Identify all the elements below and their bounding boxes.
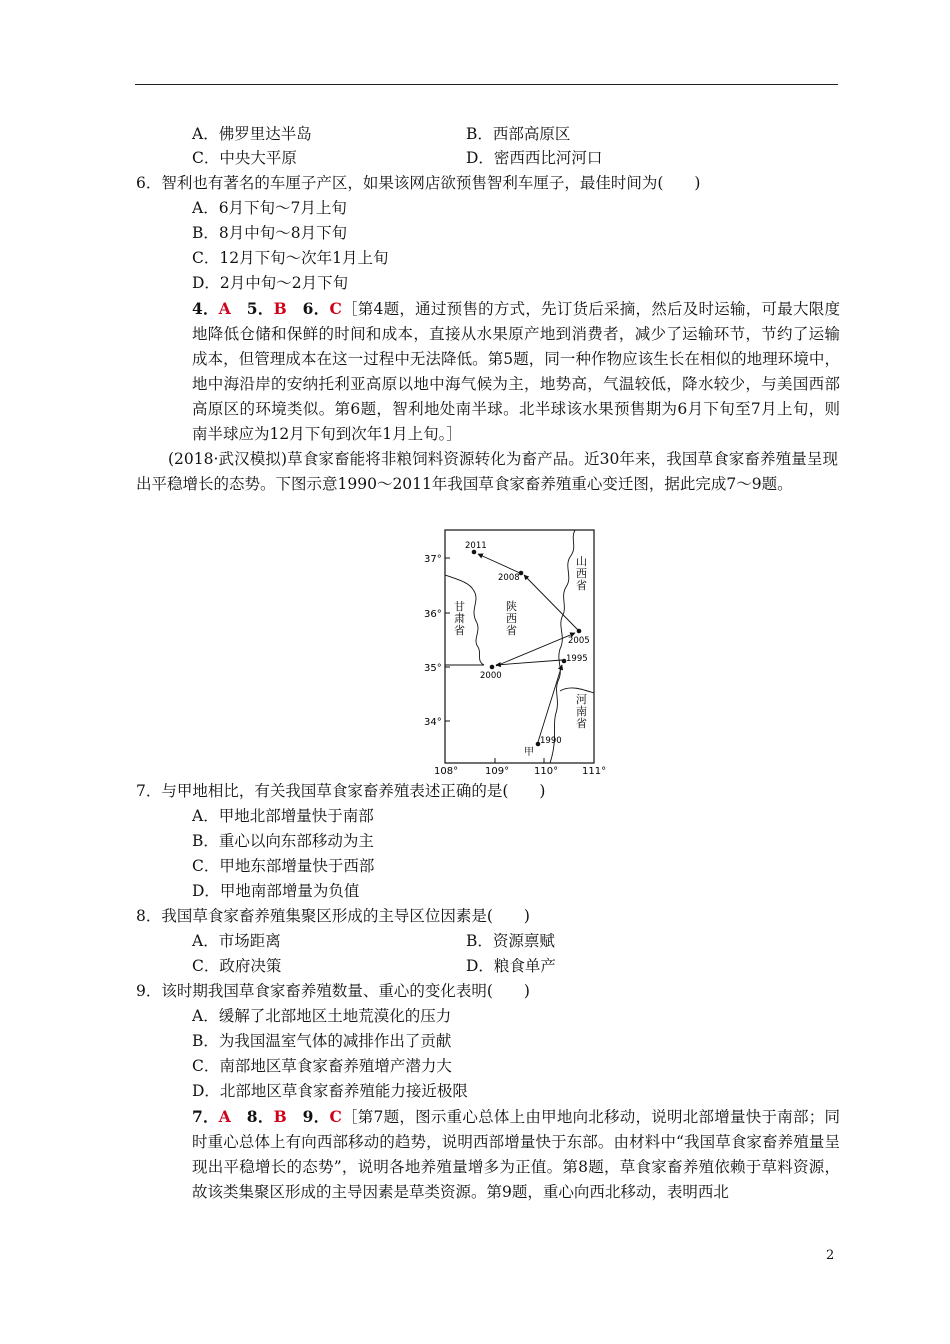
q7-stem: 7．与甲地相比，有关我国草食家畜养殖表述正确的是( ): [136, 782, 546, 800]
gansu-label-3: 省: [454, 624, 465, 637]
lon-label-109: 109°: [485, 766, 510, 775]
answer-9-letter: C: [329, 1107, 342, 1126]
q6-option-d: D．2月中旬～2月下旬: [192, 274, 349, 292]
q8-option-c: C．政府决策: [192, 957, 282, 975]
q9-option-d: D．北部地区草食家畜养殖能力接近极限: [192, 1082, 468, 1100]
q9-option-b: B．为我国温室气体的减排作出了贡献: [192, 1032, 452, 1050]
label-2008: 2008: [498, 573, 520, 583]
answer-4-6: [192, 296, 840, 447]
answer-7-9: [192, 1104, 840, 1205]
answer-4-letter: A: [218, 299, 231, 318]
q5-option-b: B．西部高原区: [466, 125, 571, 143]
q7-option-d: D．甲地南部增量为负值: [192, 882, 360, 900]
answer-6-num: 6．: [286, 299, 330, 318]
q7-option-c: C．甲地东部增量快于西部: [192, 857, 375, 875]
label-1990: 1990: [540, 736, 562, 746]
center-of-gravity-map: [410, 525, 620, 775]
henan-label-1: 河: [576, 693, 587, 706]
shaanxi-label-2: 西: [506, 612, 517, 625]
q9-stem: 9．该时期我国草食家畜养殖数量、重心的变化表明( ): [136, 982, 530, 1000]
henan-label-3: 省: [576, 717, 587, 730]
shanxi-label-3: 省: [576, 579, 587, 592]
shaanxi-label-1: 陕: [506, 600, 517, 613]
gansu-label-2: 肃: [454, 612, 465, 625]
lat-label-36: 36°: [424, 609, 442, 620]
henan-label-2: 南: [576, 705, 587, 718]
q5-option-d: D．密西西比河河口: [466, 149, 603, 167]
q6-option-a: A．6月下旬～7月上旬: [192, 199, 347, 217]
q6-option-c: C．12月下旬～次年1月上旬: [192, 249, 389, 267]
q6-stem: 6．智利也有著名的车厘子产区，如果该网店欲预售智利车厘子，最佳时间为( ): [136, 174, 701, 192]
q5-option-c: C．中央大平原: [192, 149, 297, 167]
q5-option-a: A．佛罗里达半岛: [192, 125, 312, 143]
lon-label-110: 110°: [534, 766, 559, 775]
shanxi-label-2: 西: [576, 567, 587, 580]
label-2000: 2000: [480, 671, 502, 681]
header-rule: [135, 84, 838, 85]
lat-label-35: 35°: [424, 663, 442, 674]
label-1995: 1995: [566, 654, 588, 664]
gansu-label-1: 甘: [454, 600, 465, 613]
q8-stem: 8．我国草食家畜养殖集聚区形成的主导区位因素是( ): [136, 907, 530, 925]
label-2005: 2005: [568, 636, 590, 646]
lat-label-37: 37°: [424, 554, 442, 565]
point-2000: [490, 665, 495, 670]
lat-label-34: 34°: [424, 717, 442, 728]
lon-label-111: 111°: [582, 766, 607, 775]
map-frame: [445, 530, 594, 763]
answer-7-letter: A: [218, 1107, 231, 1126]
answer-5-num: 5．: [230, 299, 274, 318]
q7-option-a: A．甲地北部增量快于南部: [192, 807, 374, 825]
shanxi-label-1: 山: [576, 555, 587, 568]
answer-8-letter: B: [273, 1107, 287, 1126]
lon-label-108: 108°: [434, 766, 459, 775]
answer-7-9-explanation: ［第7题，图示重心总体上由甲地向北移动，说明北部增量快于南部；同时重心总体上有向西部移动的趋势，说明西部增量快于东部。由材料中“我国草食家畜养殖量呈现出平稳增长的态势”，说明各地养殖量增多为正值。第8题，草食家畜养殖依赖于草料资源，故该类集聚区形成的主导因素是草类资源。第9题，重心向西北移动，表明西北: [192, 1108, 840, 1201]
point-2005: [577, 629, 582, 634]
answer-4-6-explanation: ［第4题，通过预售的方式，先订货后采摘，然后及时运输，可最大限度地降低仓储和保鲜的时间和成本，直接从水果原产地到消费者，减少了运输环节，节约了运输成本，但管理成本在这一过程中无法降低。第5题，同一种作物应该生长在相似的地理环境中，地中海沿岸的安纳托利亚高原以地中海气候为主，地势高，气温较低，降水较少，与美国西部高原区的环境类似。第6题，智利地处南半球。北半球该水果预售期为6月下旬至7月上旬，则南半球应为12月下旬到次年1月上旬。］: [192, 300, 840, 443]
q8-option-b: B．资源禀赋: [466, 932, 555, 950]
q9-option-a: A．缓解了北部地区土地荒漠化的压力: [192, 1007, 452, 1025]
answer-8-num: 8．: [230, 1107, 274, 1126]
label-2011: 2011: [465, 541, 487, 551]
answer-7-num: 7．: [192, 1107, 219, 1126]
shaanxi-label-3: 省: [506, 624, 517, 637]
answer-4-num: 4．: [192, 299, 219, 318]
page-number: 2: [826, 1248, 835, 1263]
intro-7-9: (2018·武汉模拟)草食家畜能将非粮饲料资源转化为畜产品。近30年来，我国草食家畜养殖量呈现出平稳增长的态势。下图示意1990～2011年我国草食家畜养殖重心变迁图，据此完成7～9题。: [136, 450, 838, 493]
q6-option-b: B．8月中旬～8月下旬: [192, 224, 348, 242]
answer-9-num: 9．: [286, 1107, 330, 1126]
answer-6-letter: C: [329, 299, 342, 318]
answer-5-letter: B: [273, 299, 287, 318]
q8-option-d: D．粮食单产: [466, 957, 556, 975]
label-jia: 甲: [524, 747, 534, 758]
q7-option-b: B．重心以向东部移动为主: [192, 832, 374, 850]
q9-option-c: C．南部地区草食家畜养殖增产潜力大: [192, 1057, 452, 1075]
q8-option-a: A．市场距离: [192, 932, 281, 950]
